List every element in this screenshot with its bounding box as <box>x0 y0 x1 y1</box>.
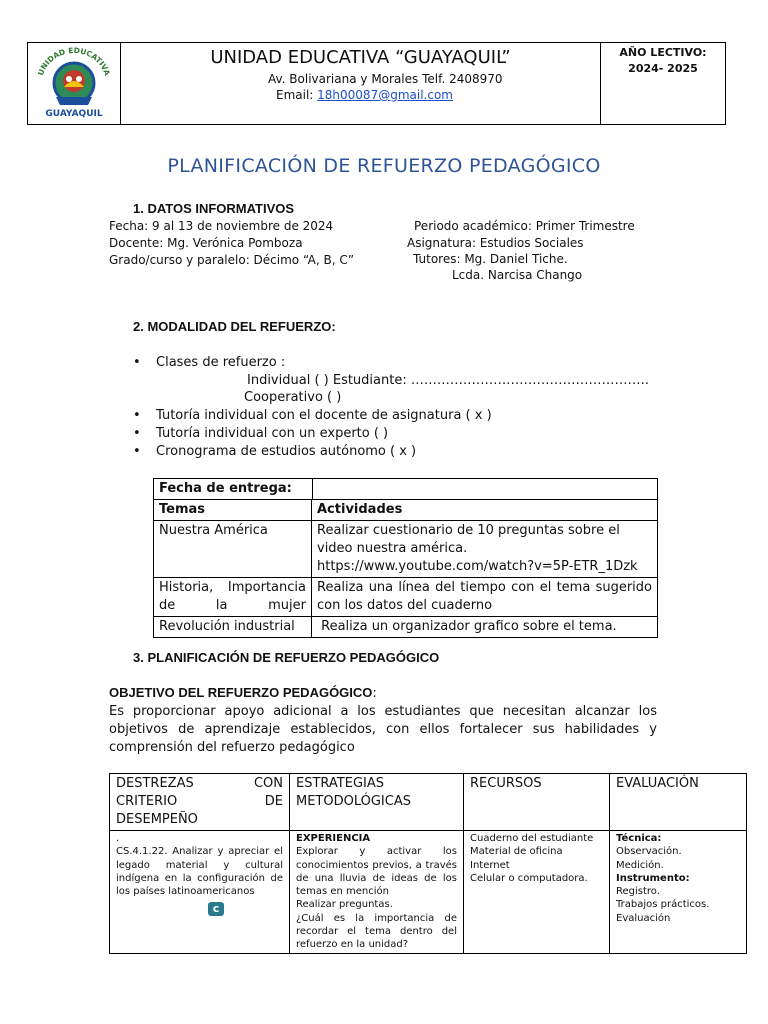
instrumento-item: Evaluación <box>616 912 671 924</box>
fecha-entrega-value <box>313 479 658 499</box>
bullet-dot: • <box>133 444 141 459</box>
section3-title: 3. PLANIFICACIÓN DE REFUERZO PEDAGÓGICO <box>133 650 440 665</box>
logo-bottom-text: GUAYAQUIL <box>45 109 103 119</box>
table-header-row <box>154 500 658 521</box>
objective-colon: : <box>372 686 377 701</box>
logo-arc-text: UNIDAD EDUCATIVA <box>36 45 112 77</box>
individual-option: Individual ( ) Estudiante: ………………………………………………. <box>247 373 649 388</box>
periodo-academico: Periodo académico: Primer Trimestre <box>414 219 635 233</box>
section1-title: 1. DATOS INFORMATIVOS <box>133 201 295 216</box>
estrategias-line3: ¿Cuál es la importancia de recordar el tema dentro del refuerzo en la unidad? <box>296 912 457 951</box>
objective-heading <box>109 685 377 701</box>
table-row <box>154 617 658 638</box>
school-email <box>276 88 453 102</box>
recursos-cell <box>464 831 610 954</box>
bullet-dot: • <box>133 408 141 423</box>
logo-cell <box>28 43 121 124</box>
tutoria-experto-text: Tutoría individual con un experto ( ) <box>156 426 389 441</box>
bullet-cronograma <box>133 444 417 459</box>
grado-curso: Grado/curso y paralelo: Décimo “A, B, C” <box>109 253 355 267</box>
section2-title: 2. MODALIDAD DEL REFUERZO: <box>133 319 336 334</box>
tutores: Tutores: Mg. Daniel Tiche. <box>413 252 568 266</box>
school-logo <box>28 43 120 124</box>
estrategias-title: EXPERIENCIA <box>296 833 371 844</box>
col-evaluacion: EVALUACIÓN <box>610 774 747 831</box>
tecnica-item: Observación. <box>616 846 682 858</box>
docente: Docente: Mg. Verónica Pomboza <box>109 236 303 250</box>
clases-refuerzo-text: Clases de refuerzo : <box>156 355 286 370</box>
estrategias-text: Explorar y activar los conocimientos previos, a través de una lluvia de ideas de los temas en mención <box>296 846 457 898</box>
tutoria-docente-text: Tutoría individual con el docente de asignatura ( x ) <box>156 408 492 423</box>
header-center <box>121 43 600 124</box>
academic-year-cell <box>600 43 725 124</box>
table-row <box>110 831 747 954</box>
col-temas: Temas <box>154 500 312 521</box>
table-row <box>154 521 658 578</box>
asignatura: Asignatura: Estudios Sociales <box>407 236 584 250</box>
estrategias-line2: Realizar preguntas. <box>296 899 393 911</box>
actividad-cell: Realiza una línea del tiempo con el tema sugerido con los datos del cuaderno <box>312 578 658 617</box>
recurso-item: Cuaderno del estudiante <box>470 833 594 844</box>
instrumento-item: Registro. <box>616 886 660 898</box>
plan-table <box>109 773 747 954</box>
document-title: PLANIFICACIÓN DE REFUERZO PEDAGÓGICO <box>167 155 601 177</box>
tecnica-label: Técnica: <box>616 833 662 844</box>
tutor-2: Lcda. Narcisa Chango <box>452 268 583 282</box>
col-estrategias: ESTRATEGIAS METODOLÓGICAS <box>290 774 464 831</box>
table-row <box>154 479 658 500</box>
instrumento-item: Trabajos prácticos. <box>616 899 710 911</box>
fecha-entrega-label: Fecha de entrega: <box>154 479 313 499</box>
email-label: Email: <box>276 88 318 102</box>
instrumento-label: Instrumento: <box>616 872 690 884</box>
activities-table <box>153 478 658 638</box>
fecha-entrega-cell <box>154 479 658 500</box>
estrategias-cell <box>290 831 464 954</box>
objective-text: Es proporcionar apoyo adicional a los estudiantes que necesitan alcanzar los objetivos de aprendizaje establecidos, con ellos fortalecer sus habilidades y comprensión del refuerzo pedagógico <box>109 704 657 755</box>
table-row <box>154 578 658 617</box>
cooperativo-option: Cooperativo ( ) <box>244 390 342 405</box>
c-icon: c <box>208 902 224 916</box>
email-link[interactable]: 18h00087@gmail.com <box>317 88 453 102</box>
objective-label: OBJETIVO DEL REFUERZO PEDAGÓGICO <box>109 685 373 700</box>
bullet-clases-refuerzo <box>133 355 286 370</box>
actividad-cell: Realiza un organizador grafico sobre el tema. <box>312 617 658 638</box>
recurso-item: Material de oficina <box>470 846 563 858</box>
col-recursos: RECURSOS <box>464 774 610 831</box>
table-header-row <box>110 774 747 831</box>
school-address: Av. Bolivariana y Morales Telf. 2408970 <box>268 72 503 86</box>
actividad-cell <box>312 521 658 578</box>
fecha: Fecha: 9 al 13 de noviembre de 2024 <box>109 219 334 233</box>
tecnica-item: Medición. <box>616 859 664 871</box>
actividad-text: Realizar cuestionario de 10 preguntas sobre el video nuestra américa. <box>317 523 620 556</box>
col-actividades: Actividades <box>312 500 658 521</box>
tema-cell: Revolución industrial <box>154 617 312 638</box>
recurso-item: Internet <box>470 859 510 871</box>
school-name: UNIDAD EDUCATIVA “GUAYAQUIL” <box>210 47 511 68</box>
video-link[interactable]: https://www.youtube.com/watch?v=5P-ETR_1Dzk <box>317 559 638 574</box>
recurso-item: Celular o computadora. <box>470 872 588 884</box>
year-label: AÑO LECTIVO: <box>619 46 707 59</box>
destrezas-cell <box>110 831 290 954</box>
year-value: 2024- 2025 <box>628 62 698 75</box>
bullet-tutoria-docente <box>133 408 492 423</box>
cronograma-text: Cronograma de estudios autónomo ( x ) <box>156 444 417 459</box>
tema-cell: Historia, Importancia de la mujer <box>154 578 312 617</box>
bullet-dot: • <box>133 355 141 370</box>
evaluacion-cell <box>610 831 747 954</box>
tema-cell: Nuestra América <box>154 521 312 578</box>
destrezas-text: CS.4.1.22. Analizar y apreciar el legado material y cultural indígena en la configuración de los países latinoamericanos <box>116 846 283 898</box>
col-destrezas: DESTREZAS CON CRITERIO DE DESEMPEÑO <box>110 774 290 831</box>
bullet-tutoria-experto <box>133 426 389 441</box>
destrezas-dot: . <box>116 833 120 844</box>
header-box <box>27 42 726 125</box>
bullet-dot: • <box>133 426 141 441</box>
